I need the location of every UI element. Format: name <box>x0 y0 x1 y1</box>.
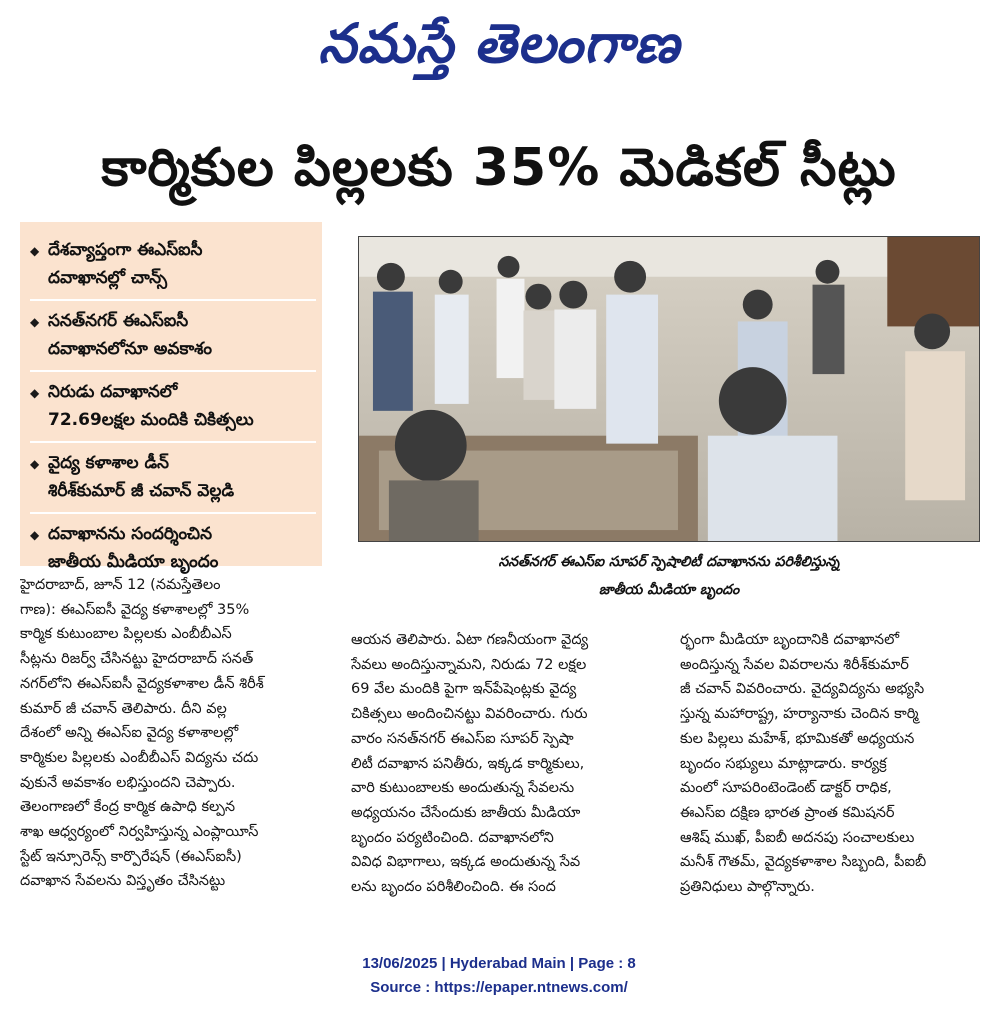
highlight-item <box>30 443 316 514</box>
body-line: కార్మికుల పిల్లలకు ఎంబీబీఎస్ విద్యను చదు <box>20 749 259 766</box>
body-line: జీ చవాన్ వివరించారు. వైద్యవిద్యను అభ్యసి <box>680 681 925 698</box>
highlight-item <box>30 372 316 443</box>
body-line: స్టేట్ ఇన్సూరెన్స్ కార్పొరేషన్ (ఈఎస్ఐసీ) <box>20 848 242 865</box>
diamond-bullet-icon <box>30 449 48 478</box>
diamond-bullet-icon <box>30 520 48 549</box>
highlight-line: వైద్య కళాశాల డీన్ <box>48 453 169 473</box>
body-line: ఆశిష్ ముఖ్, పీఐబీ అదనపు సంచాలకులు <box>680 829 915 846</box>
article-headline: కార్మికుల పిల్లలకు 35% మెడికల్ సీట్లు <box>101 138 897 198</box>
body-line: ప్రతినిధులు పాల్గొన్నారు. <box>680 879 815 896</box>
photo-group-visit-icon <box>359 237 979 541</box>
highlight-line: 72.69లక్షల మందికి చికిత్సలు <box>48 410 254 430</box>
highlight-line: దవాఖానల్లో చాన్స్ <box>48 268 168 288</box>
highlight-line: దవాఖానలోనూ అవకాశం <box>48 339 213 359</box>
body-line: బృందం సభ్యులు మాట్లాడారు. కార్యక్ర <box>680 755 887 772</box>
body-line: మంలో సూపరింటెండెంట్ డాక్టర్ రాధిక, <box>680 780 892 797</box>
body-line: ఈఎస్ఐ దక్షిణ భారత ప్రాంత కమిషనర్ <box>680 804 895 821</box>
body-line: దవాఖాన సేవలను విస్తృతం చేసినట్టు <box>20 873 226 890</box>
highlight-line: దేశవ్యాప్తంగా ఈఎస్ఐసీ <box>48 240 203 260</box>
highlight-line: నిరుడు దవాఖానలో <box>48 382 178 402</box>
body-line: బృందం పర్యటించింది. దవాఖానలోని <box>351 829 554 846</box>
footer-source-link[interactable]: Source : https://epaper.ntnews.com/ <box>370 979 628 996</box>
body-line: సేవలు అందిస్తున్నామని, నిరుడు 72 లక్షల <box>351 656 587 673</box>
article-column-3 <box>680 628 980 900</box>
highlights-box <box>20 222 322 572</box>
diamond-bullet-icon <box>30 378 48 407</box>
body-line: హైదరాబాద్, జూన్ 12 (నమస్తేతెలం <box>20 577 221 593</box>
body-line: ర్భంగా మీడియా బృందానికి దవాఖానలో <box>680 632 900 648</box>
photo-caption <box>358 548 980 604</box>
body-line: వారి కుటుంబాలకు అందుతున్న సేవలను <box>351 780 575 797</box>
body-line: 69 వేల మందికి పైగా ఇన్‌పేషెంట్లకు వైద్య <box>351 681 577 698</box>
body-line: అందిస్తున్న సేవల వివరాలను శిరీశ్‌కుమార్ <box>680 656 909 673</box>
caption-line: జాతీయ మీడియా బృందం <box>598 582 740 598</box>
highlight-line: జాతీయ మీడియా బృందం <box>48 552 219 572</box>
body-line: చికిత్సలు అందించినట్టు వివరించారు. గురు <box>351 706 588 723</box>
highlight-item <box>30 230 316 301</box>
highlight-item <box>30 301 316 372</box>
body-line: లను బృందం పరిశీలించింది. ఈ సంద <box>351 879 556 896</box>
body-line: కుమార్ జీ చవాన్ తెలిపారు. దీని వల్ల <box>20 700 227 717</box>
body-line: శాఖ ఆధ్వర్యంలో నిర్వహిస్తున్న ఎంప్లాయీస్ <box>20 824 259 841</box>
body-line: లిటీ దవాఖాన పనితీరు, ఇక్కడ కార్మికులు, <box>351 755 585 772</box>
body-line: అధ్యయనం చేసేందుకు జాతీయ మీడియా <box>351 804 581 821</box>
caption-line: సనత్‌నగర్ ఈఎస్ఐ సూపర్ స్పెషాలిటీ దవాఖానను పరిశీలిస్తున్న <box>498 554 840 570</box>
body-line: నగర్‌లోని ఈఎస్ఐసీ వైద్యకళాశాల డీన్ శిరీశ్ <box>20 675 264 692</box>
body-line: వివిధ విభాగాలు, ఇక్కడ అందుతున్న సేవ <box>351 854 581 871</box>
body-line: కుల పిల్లలు మహేశ్, భూమికతో అధ్యయన <box>680 730 915 747</box>
diamond-bullet-icon <box>30 307 48 336</box>
highlight-line: శిరీశ్‌కుమార్ జీ చవాన్ వెల్లడి <box>48 481 235 501</box>
article-column-2 <box>351 628 661 900</box>
body-line: మనీశ్ గౌతమ్, వైద్యకళాశాల సిబ్బంది, పీఐబీ <box>680 854 927 871</box>
masthead-title: నమస్తే తెలంగాణ <box>318 11 680 75</box>
body-line: కార్మిక కుటుంబాల పిల్లలకు ఎంబీబీఎస్ <box>20 626 232 643</box>
body-line: తెలంగాణలో కేంద్ర కార్మిక ఉపాధి కల్పన <box>20 799 236 816</box>
body-line: దేశంలో అన్ని ఈఎస్ఐ వైద్య కళాశాలల్లో <box>20 725 239 742</box>
news-photo <box>358 236 980 542</box>
body-line: సీట్లను రిజర్వ్ చేసినట్టు హైదరాబాద్ సనత్ <box>20 651 254 668</box>
body-line: వుకునే అవకాశం లభిస్తుందని చెప్పారు. <box>20 774 236 791</box>
highlight-line: సనత్‌నగర్ ఈఎస్ఐసీ <box>48 311 189 331</box>
page-footer <box>0 952 998 1000</box>
body-line: ఆయన తెలిపారు. ఏటా గణనీయంగా వైద్య <box>351 632 589 648</box>
body-line: స్తున్న మహారాష్ట్ర, హర్యానాకు చెందిన కార్మి <box>680 706 919 723</box>
body-line: గాణ): ఈఎస్ఐసీ వైద్య కళాశాలల్లో 35% <box>20 601 250 618</box>
highlight-line: దవాఖానను సందర్శించిన <box>48 524 213 544</box>
body-line: వారం సనత్‌నగర్ ఈఎస్ఐ సూపర్ స్పెషా <box>351 730 574 747</box>
article-column-1 <box>20 573 335 894</box>
footer-date-edition: 13/06/2025 | Hyderabad Main | Page : 8 <box>362 955 636 972</box>
diamond-bullet-icon <box>30 236 48 265</box>
